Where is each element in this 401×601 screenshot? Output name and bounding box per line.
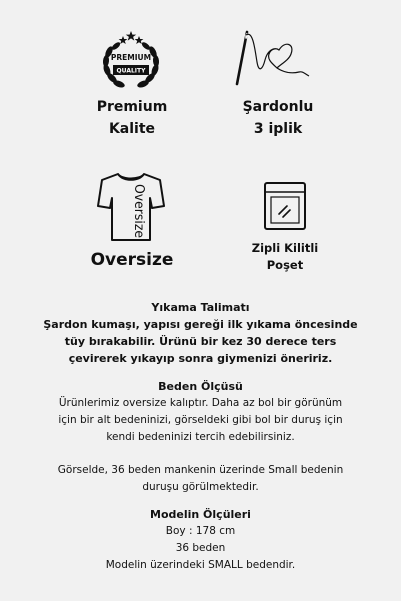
size-section	[20, 379, 381, 496]
wash-line: Şardon kumaşı, yapısı gereği ilk yıkama öncesinde	[43, 318, 358, 331]
feature-premium-label	[52, 96, 212, 140]
size-title: Beden Ölçüsü	[158, 380, 243, 393]
size-note-line: duruşu görülmektedir.	[142, 481, 259, 493]
feature-zipli-label	[205, 240, 365, 274]
needle-thread-icon	[233, 28, 313, 88]
model-title: Modelin Ölçüleri	[150, 508, 251, 521]
feature-zipli-line2: Poşet	[266, 258, 304, 272]
feature-sardonlu-line1: Şardonlu	[242, 99, 314, 115]
wash-line: çevirerek yıkayıp sonra giymenizi öneririz.	[68, 352, 333, 365]
feature-sardonlu-label	[198, 96, 358, 140]
model-line: Modelin üzerindeki SMALL bedendir.	[105, 559, 296, 571]
feature-oversize-label: Oversize	[90, 250, 174, 270]
wash-section	[20, 300, 381, 367]
size-note-line: Görselde, 36 beden mankenin üzerinde Small bedenin	[57, 464, 344, 476]
feature-zipli-line1: Zipli Kilitli	[251, 241, 319, 255]
badge-bottom-text: QUALITY	[116, 67, 146, 75]
size-line: için bir alt bedeninizi, görseldeki gibi bol bir duruş için	[58, 414, 343, 426]
model-line: 36 beden	[175, 542, 226, 554]
premium-quality-badge-icon	[95, 22, 167, 94]
tshirt-oversize-text: Oversize	[131, 184, 146, 241]
model-section	[20, 507, 381, 574]
feature-premium-line2: Kalite	[108, 121, 156, 137]
wash-line: tüy bırakabilir. Ürünü bir kez 30 derece ters	[64, 335, 337, 348]
size-line: kendi bedeninizi tercih edebilirsiniz.	[106, 431, 295, 443]
model-line: Boy : 178 cm	[165, 525, 236, 537]
feature-sardonlu-line2: 3 iplik	[253, 121, 303, 137]
wash-title: Yıkama Talimatı	[151, 301, 250, 314]
badge-top-text: PREMIUM	[110, 53, 152, 62]
ziplock-bag-icon	[262, 180, 308, 232]
oversize-tshirt-icon	[94, 170, 168, 244]
size-line: Ürünlerimiz oversize kalıptır. Daha az bol bir görünüm	[58, 397, 343, 409]
feature-premium-line1: Premium	[96, 99, 168, 115]
